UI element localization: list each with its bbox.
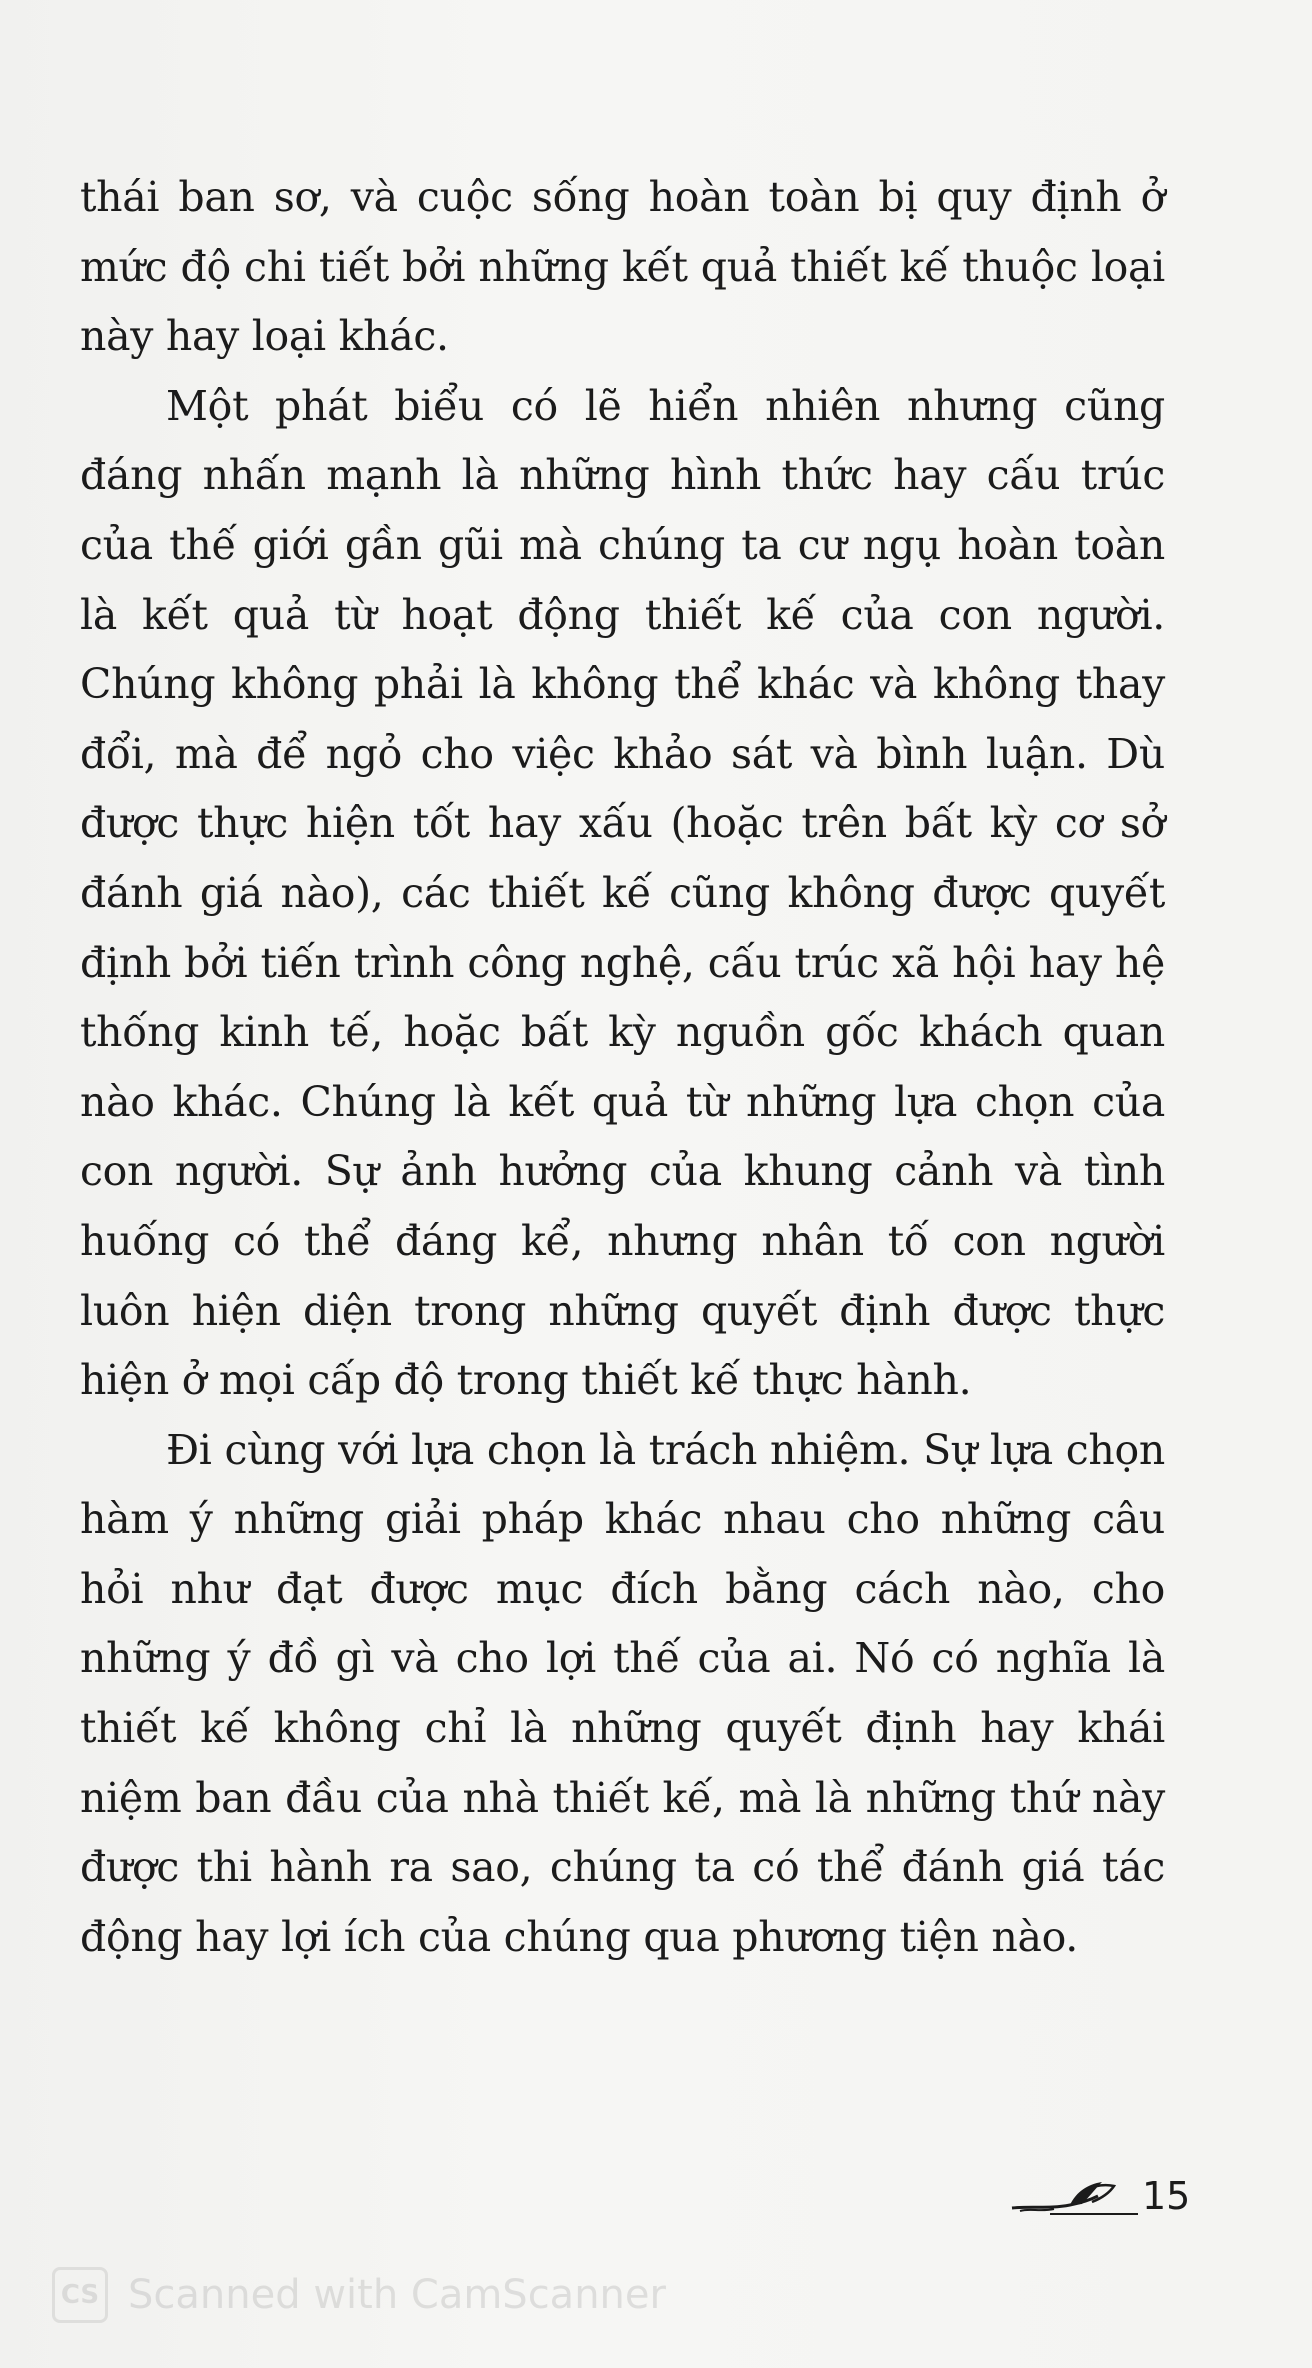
page-number: 15 xyxy=(1142,2174,1191,2218)
camscanner-watermark xyxy=(52,2264,666,2326)
camscanner-logo-icon: CS xyxy=(52,2267,108,2323)
paragraph-1: thái ban sơ, và cuộc sống hoàn toàn bị quy định ở mức độ chi tiết bởi những kết quả thiết kế thuộc loại này hay loại khác. xyxy=(80,173,1165,361)
page-footer xyxy=(1010,2172,1200,2232)
paragraph-2: Một phát biểu có lẽ hiển nhiên nhưng cũng đáng nhấn mạnh là những hình thức hay cấu trúc của thế giới gần gũi mà chúng ta cư ngụ hoàn toàn là kết quả từ hoạt động thiết kế của con người. Chúng không phải là không thể khác và không thay đổi, mà để ngỏ cho việc khảo sát và bình luận. Dù được thực hiện tốt hay xấu (hoặc trên bất kỳ cơ sở đánh giá nào), các thiết kế cũng không được quyết định bởi tiến trình công nghệ, cấu trúc xã hội hay hệ thống kinh tế, hoặc bất kỳ nguồn gốc khách quan nào khác. Chúng là kết quả từ những lựa chọn của con người. Sự ảnh hưởng của khung cảnh và tình huống có thể đáng kể, nhưng nhân tố con người luôn hiện diện trong những quyết định được thực hiện ở mọi cấp độ trong thiết kế thực hành. xyxy=(80,381,1165,1405)
watermark-text: Scanned with CamScanner xyxy=(128,2272,666,2318)
quill-ornament-icon xyxy=(1010,2178,1140,2218)
body-text xyxy=(80,163,1165,1972)
paragraph-3: Đi cùng với lựa chọn là trách nhiệm. Sự lựa chọn hàm ý những giải pháp khác nhau cho những câu hỏi như đạt được mục đích bằng cách nào, cho những ý đồ gì và cho lợi thế của ai. Nó có nghĩa là thiết kế không chỉ là những quyết định hay khái niệm ban đầu của nhà thiết kế, mà là những thứ này được thi hành ra sao, chúng ta có thể đánh giá tác động hay lợi ích của chúng qua phương tiện nào. xyxy=(80,1425,1165,1961)
